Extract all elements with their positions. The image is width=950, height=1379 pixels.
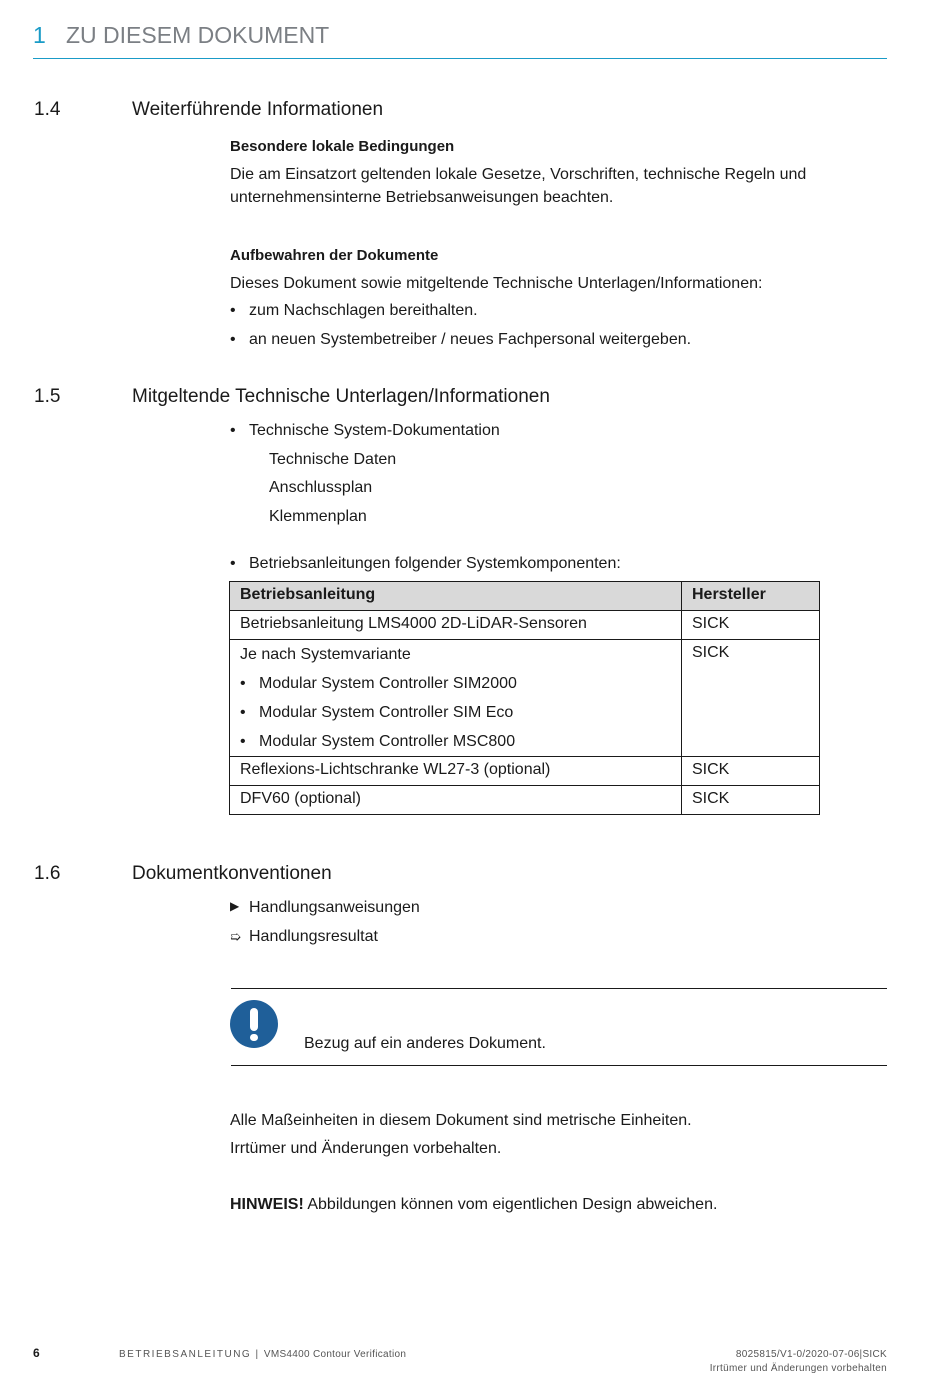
note-top-rule: [231, 988, 887, 989]
bullet-icon: •: [230, 331, 236, 348]
chapter-divider: [33, 58, 887, 59]
table-list-item: • Modular System Controller MSC800: [240, 727, 671, 756]
units-statement: Alle Maßeinheiten in diesem Dokument sind metrische Einheiten.: [230, 1112, 692, 1129]
table-cell-title: Je nach Systemvariante: [240, 646, 411, 663]
table-row: [230, 757, 820, 786]
convention-instruction: ▶ Handlungsanweisungen: [230, 899, 420, 916]
components-table: [229, 581, 820, 815]
hint-label: HINWEIS!: [230, 1196, 304, 1213]
convention-result: ➯ Handlungsresultat: [230, 928, 378, 945]
bullet-icon: •: [240, 675, 246, 692]
note-bottom-rule: [231, 1065, 887, 1066]
bullet-icon: •: [230, 422, 236, 439]
list-item: • Betriebsanleitungen folgender Systemkomponenten:: [230, 555, 621, 572]
bullet-icon: •: [240, 704, 246, 721]
table-cell: [230, 640, 682, 757]
section-1-6-number: 1.6: [34, 863, 61, 884]
subheading-local-conditions: Besondere lokale Bedingungen: [230, 138, 455, 155]
hint-paragraph: [230, 1193, 717, 1216]
section-1-5-number: 1.5: [34, 386, 61, 407]
result-arrow-icon: ➯: [230, 929, 241, 944]
section-1-4-number: 1.4: [34, 99, 61, 120]
table-row: [230, 786, 820, 815]
table-row: [230, 611, 820, 640]
section-1-5-title: Mitgeltende Technische Unterlagen/Informationen: [132, 386, 550, 407]
paragraph-document-storage: Dieses Dokument sowie mitgeltende Technische Unterlagen/Informationen:: [230, 275, 763, 292]
section-1-4-title: Weiterführende Informationen: [132, 99, 384, 120]
table-list-item: • Modular System Controller SIM Eco: [240, 698, 671, 727]
footer-disclaimer: Irrtümer und Änderungen vorbehalten: [709, 1363, 887, 1374]
column-header-manual: Betriebsanleitung: [230, 582, 682, 611]
list-item: • Technische System-Dokumentation: [230, 422, 500, 439]
chapter-number: 1: [33, 22, 46, 48]
play-arrow-icon: ▶: [230, 899, 240, 913]
sub-list-item: Anschlussplan: [269, 479, 373, 496]
hint-text: Abbildungen können vom eigentlichen Design abweichen.: [303, 1196, 718, 1213]
paragraph-local-conditions-line1: Die am Einsatzort geltenden lokale Gesetze, Vorschriften, technische Regeln und: [230, 166, 807, 183]
table-cell: SICK: [682, 611, 820, 640]
page-number: 6: [33, 1346, 40, 1360]
table-row: [230, 640, 820, 757]
table-cell: SICK: [682, 786, 820, 815]
bullet-icon: •: [230, 555, 236, 572]
disclaimer-statement: Irrtümer und Änderungen vorbehalten.: [230, 1140, 502, 1157]
bullet-icon: •: [240, 733, 246, 750]
footer-doc-title: BETRIEBSANLEITUNG | VMS4400 Contour Verification: [119, 1349, 407, 1360]
table-cell: SICK: [682, 757, 820, 786]
sub-list-item: Klemmenplan: [269, 508, 367, 525]
table-cell: Reflexions-Lichtschranke WL27-3 (optional): [230, 757, 682, 786]
table-cell: SICK: [682, 640, 820, 757]
list-item: • zum Nachschlagen bereithalten.: [230, 302, 478, 319]
sub-list-item: Technische Daten: [269, 451, 397, 468]
list-item: • an neuen Systembetreiber / neues Fachpersonal weitergeben.: [230, 331, 692, 348]
footer-doc-id: 8025815/V1-0/2020-07-06|SICK: [735, 1349, 887, 1360]
table-cell: DFV60 (optional): [230, 786, 682, 815]
table-cell: Betriebsanleitung LMS4000 2D-LiDAR-Sensoren: [230, 611, 682, 640]
note-text: Bezug auf ein anderes Dokument.: [304, 1035, 546, 1052]
table-list-item: • Modular System Controller SIM2000: [240, 669, 671, 698]
chapter-title: ZU DIESEM DOKUMENT: [66, 22, 330, 48]
paragraph-local-conditions-line2: unternehmensinterne Betriebsanweisungen beachten.: [230, 189, 614, 206]
section-1-6-title: Dokumentkonventionen: [132, 863, 332, 884]
bullet-icon: •: [230, 302, 236, 319]
table-header-row: [230, 582, 820, 611]
exclamation-circle-icon: [230, 1000, 278, 1048]
column-header-manufacturer: Hersteller: [682, 582, 820, 611]
subheading-document-storage: Aufbewahren der Dokumente: [230, 247, 439, 264]
